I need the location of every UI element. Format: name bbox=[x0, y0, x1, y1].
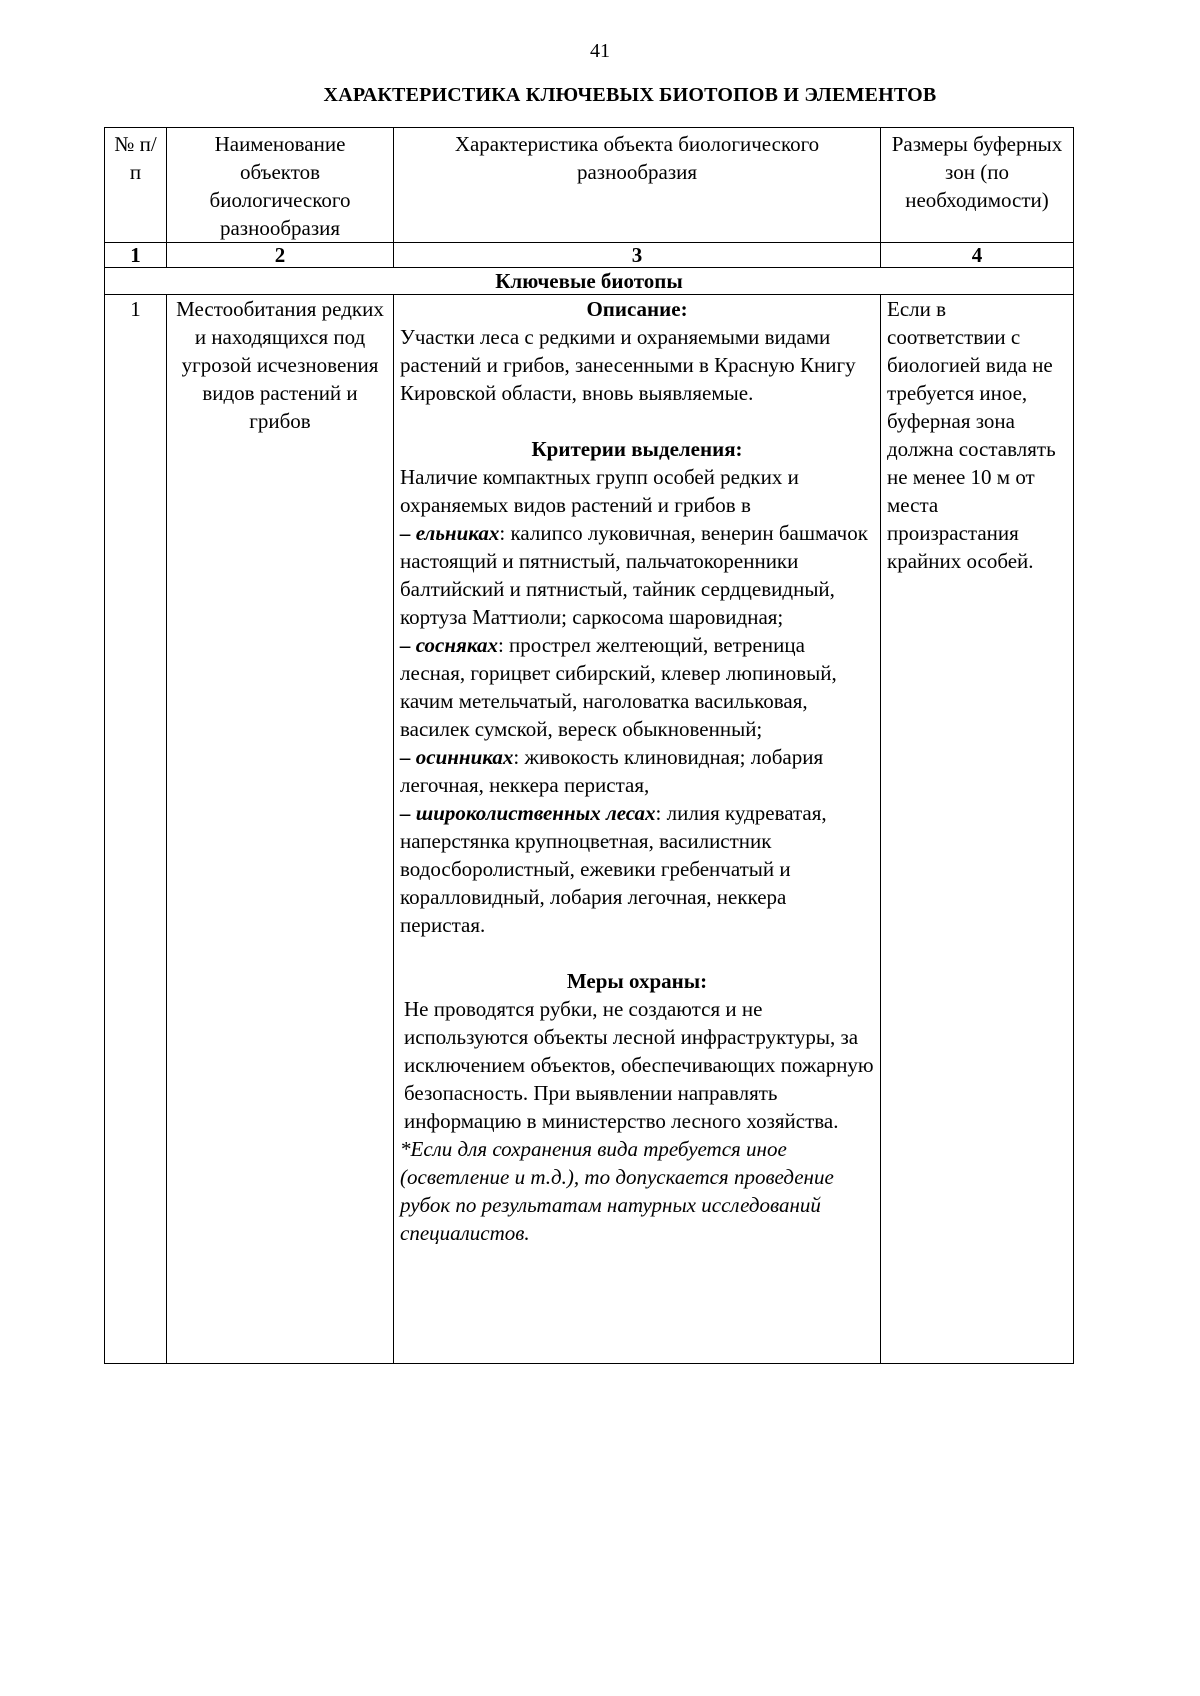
criteria-label: – осинниках bbox=[400, 745, 514, 769]
page-number: 41 bbox=[590, 40, 610, 62]
criteria-label: – сосняках bbox=[400, 633, 498, 657]
measures-note: *Если для сохранения вида требуется иное (осветление и т.д.), то допускается проведение рубок по результатам натурных исследований специалистов. bbox=[400, 1137, 834, 1245]
object-name: Местообитания редких и находящихся под угрозой исчезновения видов растений и грибов bbox=[167, 295, 394, 1364]
biotopes-table bbox=[104, 127, 1074, 1364]
column-number: 4 bbox=[881, 243, 1074, 268]
criteria-intro: Наличие компактных групп особей редких и охраняемых видов растений и грибов в bbox=[400, 465, 799, 517]
measures-heading: Меры охраны: bbox=[566, 969, 708, 993]
criteria-text: : калипсо луковичная, венерин башмачок настоящий и пятнистый, пальчатокоренники балтийский и пятнистый, тайник сердцевидный, кортуза Маттиоли; саркосома шаровидная; bbox=[400, 521, 868, 629]
criteria-item-broadleaf bbox=[400, 799, 874, 939]
criteria-label: – широколиственных лесах bbox=[400, 801, 656, 825]
criteria-item-pine bbox=[400, 631, 874, 743]
header-buffer-zone: Размеры буферных зон (по необходимости) bbox=[881, 128, 1074, 243]
row-number: 1 bbox=[105, 295, 167, 1364]
section-row bbox=[105, 268, 1074, 295]
document-title: ХАРАКТЕРИСТИКА КЛЮЧЕВЫХ БИОТОПОВ И ЭЛЕМЕНТОВ bbox=[323, 84, 937, 106]
column-number: 2 bbox=[167, 243, 394, 268]
column-numbers-row bbox=[105, 243, 1074, 268]
column-number: 1 bbox=[105, 243, 167, 268]
header-row bbox=[105, 128, 1074, 243]
table-row bbox=[105, 295, 1074, 1364]
column-number: 3 bbox=[394, 243, 881, 268]
description-text: Участки леса с редкими и охраняемыми видами растений и грибов, занесенными в Красную Книгу Кировской области, вновь выявляемые. bbox=[400, 325, 856, 405]
buffer-zone-cell: Если в соответствии с биологией вида не требуется иное, буферная зона должна составлять не менее 10 м от места произрастания крайних особей. bbox=[881, 295, 1074, 1364]
criteria-text: : лилия кудреватая, наперстянка крупноцветная, василистник водосборолистный, ежевики гребенчатый и коралловидный, лобария легочная, неккера перистая. bbox=[400, 801, 827, 937]
criteria-item-aspen bbox=[400, 743, 874, 799]
characteristic-cell bbox=[394, 295, 881, 1364]
header-number: № п/п bbox=[105, 128, 167, 243]
section-title: Ключевые биотопы bbox=[105, 268, 1074, 295]
criteria-item-spruce bbox=[400, 519, 874, 631]
criteria-heading: Критерии выделения: bbox=[531, 437, 743, 461]
criteria-text: : живокость клиновидная; лобария легочная, неккера перистая, bbox=[400, 745, 824, 797]
description-heading: Описание: bbox=[586, 297, 688, 321]
header-object-name: Наименование объектов биологического разнообразия bbox=[167, 128, 394, 243]
criteria-text: : прострел желтеющий, ветреница лесная, горицвет сибирский, клевер люпиновый, качим метельчатый, наголоватка васильковая, василек сумской, вереск обыкновенный; bbox=[400, 633, 837, 741]
measures-text: Не проводятся рубки, не создаются и не используются объекты лесной инфраструктуры, за исключением объектов, обеспечивающих пожарную безопасность. При выявлении направлять информацию в министерство лесного хозяйства. bbox=[404, 997, 874, 1133]
criteria-label: – ельниках bbox=[400, 521, 500, 545]
header-characteristic: Характеристика объекта биологического разнообразия bbox=[394, 128, 881, 243]
